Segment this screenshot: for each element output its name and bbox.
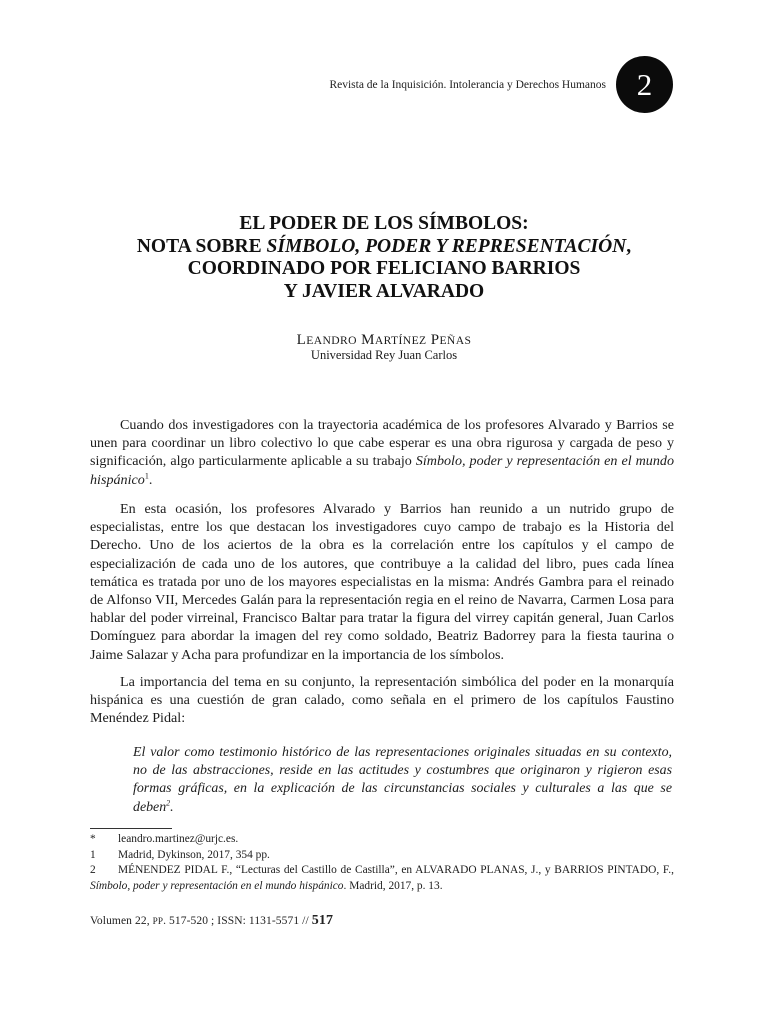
- author-affiliation: Universidad Rey Juan Carlos: [310, 348, 458, 362]
- footnote-star-mark: *: [90, 833, 96, 845]
- author-rest-2: ARTÍNEZ: [374, 334, 427, 347]
- title-line-2-italic: SÍMBOLO, PODER Y REPRESENTACIÓN: [266, 235, 627, 257]
- author-initial-m: M: [356, 332, 375, 348]
- paragraph-2: [90, 500, 674, 664]
- book-title-italic: Símbolo, poder y representación en el mundo hispánico: [90, 453, 674, 488]
- footnote-1: [90, 848, 674, 864]
- title-line-2-prefix: NOTA SOBRE: [136, 235, 267, 257]
- paragraph-1-text: Cuando dos investigadores con la trayectoria académica de los profesores Alvarado y Barrios se unen para coordinar un libro colectivo lo que cabe esperar es una obra rigurosa y cargada de peso y significación, algo particularmente aplicable a su trabajo: [90, 417, 674, 470]
- author-email[interactable]: leandro.martinez@urjc.es.: [118, 833, 239, 845]
- footnote-2-italic: Símbolo, poder y representación en el mundo hispánico: [90, 879, 344, 892]
- author-initial-l: L: [296, 332, 307, 348]
- paragraph-1: [90, 416, 674, 489]
- footer-volume: Volumen 22,: [90, 915, 153, 927]
- footnote-2-mark: 2: [90, 864, 96, 876]
- title-line-4: Y JAVIER ALVARADO: [283, 280, 485, 302]
- author-name: [60, 332, 708, 349]
- journal-title: Revista de la Inquisición. Intolerancia y Derechos Humanos: [329, 79, 606, 91]
- quote-end: .: [170, 799, 174, 815]
- page-footer: [90, 913, 333, 929]
- paragraph-2-text: En esta ocasión, los profesores Alvarado y Barrios han reunido a un nutrido grupo de especialistas, entre los que destacan los investigadores cuyo campo de trabajo es la Historia del Derecho. Uno de los aciertos de la obra es la correlación entre los capítulos y el campo de especialización de cada uno de los autores, que contribuye a la calidad del libro, pues cada línea temática es tratada por uno de los mayores especialistas en la misma: Andrés Gambra para el reinado de Alfonso VII, Mercedes Galán para la representación regia en el reino de Navarra, Carmen Losa para hablar del poder virreinal, Francisco Baltar para tratar la figura del virrey capitán general, Juan Carlos Domínguez para abordar la imagen del rey como soldado, Beatriz Badorrey para la fiesta taurina o Jaime Salazar y Acha para profundizar en la importancia de los símbolos.: [90, 501, 674, 663]
- footnote-2-text-b: . Madrid, 2017, p. 13.: [343, 879, 443, 892]
- footnote-ref-1[interactable]: 1: [144, 470, 149, 480]
- author-rest-3: EÑAS: [439, 334, 472, 347]
- footnote-1-mark: 1: [90, 849, 96, 861]
- footnote-1-text: Madrid, Dykinson, 2017, 354 pp.: [118, 849, 270, 861]
- title-line-1: EL PODER DE LOS SÍMBOLOS:: [239, 213, 529, 234]
- footer-pp: PP: [152, 916, 164, 926]
- author-initial-p: P: [426, 332, 440, 348]
- title-line-3: COORDINADO POR FELICIANO BARRIOS: [187, 258, 581, 279]
- article-title: [60, 213, 708, 303]
- paragraph-3: [90, 673, 674, 728]
- page-number: 517: [311, 913, 334, 928]
- footnote-star: [90, 832, 674, 848]
- title-line-2: [60, 236, 708, 259]
- footer-pages: . 517-520 ; ISSN: 1131-5571 //: [163, 915, 312, 927]
- quote-text: El valor como testimonio histórico de las representaciones originales situadas en su contexto, no de las abstracciones, reside en las actitudes y costumbres que originaron y rigieron esas formas gráficas, en la explicación de las circunstancias sociales y culturales a las que se deben: [133, 745, 672, 815]
- author-rest-1: EANDRO: [306, 334, 357, 347]
- title-line-2-suffix: ,: [626, 235, 632, 257]
- paragraph-3-text: La importancia del tema en su conjunto, la representación simbólica del poder en la monarquía hispánica es una cuestión de gran calado, como señala en el primero de los capítulos Faustino Menéndez Pidal:: [90, 674, 674, 727]
- footnote-divider: [90, 828, 172, 829]
- footnote-2-text-a: MÉNENDEZ PIDAL F., “Lecturas del Castillo de Castilla”, en ALVARADO PLANAS, J., y BARRIOS PINTADO, F.,: [118, 864, 674, 876]
- issue-badge: 2: [616, 56, 673, 113]
- footnote-2: [90, 863, 674, 894]
- footnote-ref-2[interactable]: 2: [166, 797, 171, 807]
- block-quote: [133, 744, 672, 817]
- paragraph-1-end: .: [148, 471, 153, 488]
